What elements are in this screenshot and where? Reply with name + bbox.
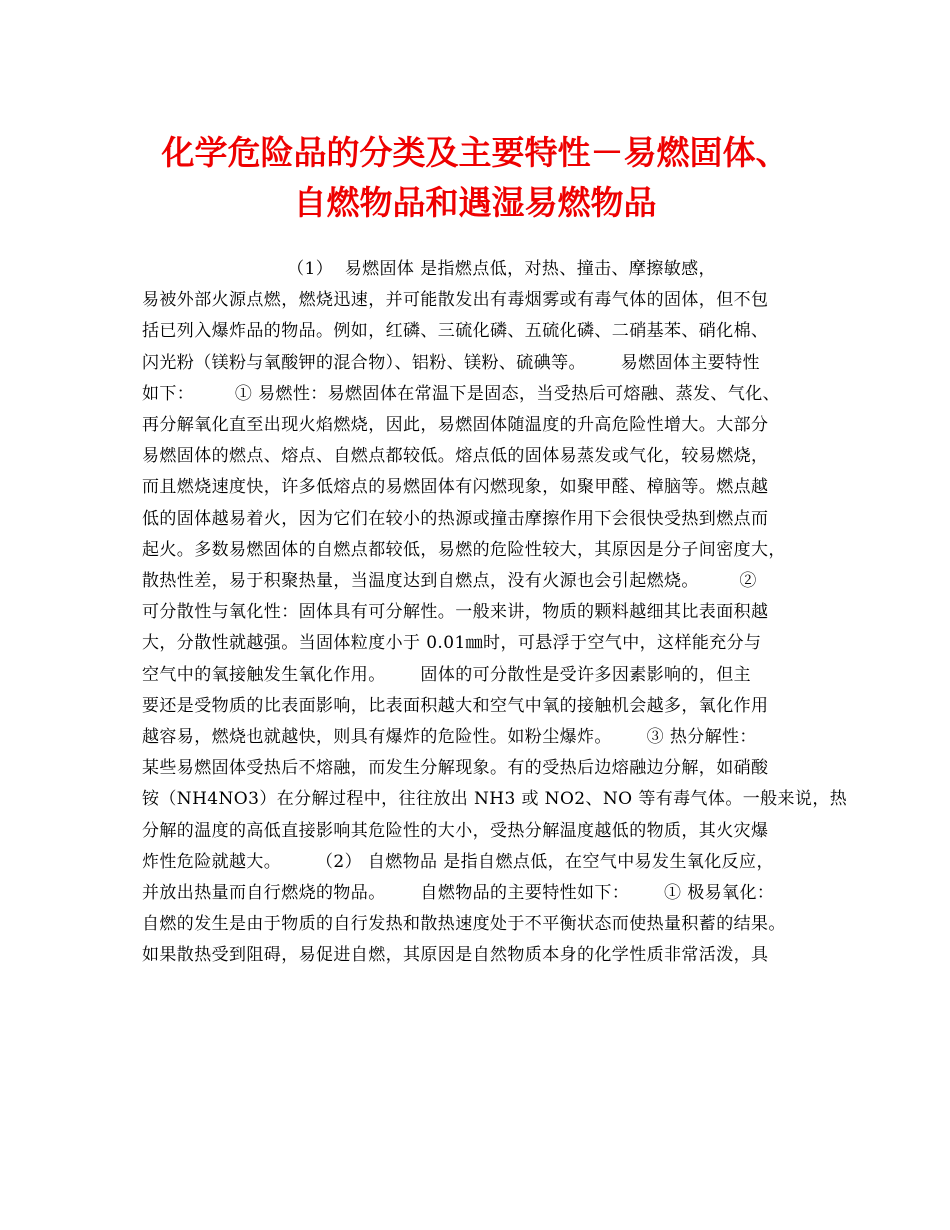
body-line: 并放出热量而自行燃烧的物品。 自燃物品的主要特性如下： ① 极易氧化： — [142, 883, 775, 904]
body-line: 起火。多数易燃固体的自燃点都较低，易燃的危险性较大，其原因是分子间密度大， — [142, 539, 786, 560]
body-line: 越容易，燃烧也就越快，则具有爆炸的危险性。如粉尘爆炸。 ③ 热分解性： — [142, 727, 757, 748]
body-line: 可分散性与氧化性：固体具有可分解性。一般来讲，物质的颗料越细其比表面积越 — [142, 602, 769, 623]
body-line: 易燃固体的燃点、熔点、自燃点都较低。熔点低的固体易蒸发或气化，较易燃烧， — [142, 446, 769, 467]
body-line: 自燃的发生是由于物质的自行发热和散热速度处于不平衡状态而使热量积蓄的结果。 — [142, 914, 786, 935]
body-line: 要还是受物质的比表面影响，比表面积越大和空气中氧的接触机会越多，氧化作用 — [142, 695, 769, 716]
body-line: 如果散热受到阻碍，易促进自燃，其原因是自然物质本身的化学性质非常活泼，具 — [142, 945, 769, 966]
body-line: 如下： ① 易燃性：易燃固体在常温下是固态，当受热后可熔融、蒸发、气化、 — [142, 383, 781, 404]
body-line: 易被外部火源点燃，燃烧迅速，并可能散发出有毒烟雾或有毒气体的固体，但不包 — [142, 290, 769, 311]
body-line: 散热性差，易于积聚热量，当温度达到自燃点，没有火源也会引起燃烧。 ② — [142, 571, 757, 592]
body-line: 低的固体越易着火，因为它们在较小的热源或撞击摩擦作用下会很快受热到燃点而 — [142, 508, 769, 529]
body-line: 分解的温度的高低直接影响其危险性的大小，受热分解温度越低的物质，其火灾爆 — [142, 820, 769, 841]
body-line: （1） 易燃固体 是指燃点低，对热、撞击、摩擦敏感， — [142, 259, 716, 279]
body-line: 炸性危险就越大。 （2） 自燃物品 是指自燃点低，在空气中易发生氧化反应， — [142, 851, 774, 872]
body-line: 铵（NH4NO3）在分解过程中，往往放出 NH3 或 NO2、NO 等有毒气体。一般来说，热 — [142, 789, 848, 810]
title-line-2: 自燃物品和遇湿易燃物品 — [293, 183, 657, 222]
body-line: 括已列入爆炸品的物品。例如，红磷、三硫化磷、五硫化磷、二硝基苯、硝化棉、 — [142, 321, 769, 342]
body-line: 而且燃烧速度快，许多低熔点的易燃固体有闪燃现象，如聚甲醛、樟脑等。燃点越 — [142, 477, 769, 498]
title-line-1: 化学危险品的分类及主要特性－易燃固体、 — [161, 133, 789, 172]
document-body — [142, 254, 848, 972]
body-line: 闪光粉（镁粉与氧酸钾的混合物）、铝粉、镁粉、硫碘等。 易燃固体主要特性 — [142, 352, 760, 373]
body-line: 某些易燃固体受热后不熔融，而发生分解现象。有的受热后边熔融边分解，如硝酸 — [142, 758, 769, 779]
document-title — [100, 128, 850, 228]
body-line: 再分解氧化直至出现火焰燃烧，因此，易燃固体随温度的升高危险性增大。大部分 — [142, 415, 769, 436]
body-line: 大，分散性就越强。当固体粒度小于 0.01㎜时，可悬浮于空气中，这样能充分与 — [142, 633, 762, 654]
body-line: 空气中的氧接触发生氧化作用。 固体的可分散性是受许多因素影响的，但主 — [142, 664, 752, 685]
